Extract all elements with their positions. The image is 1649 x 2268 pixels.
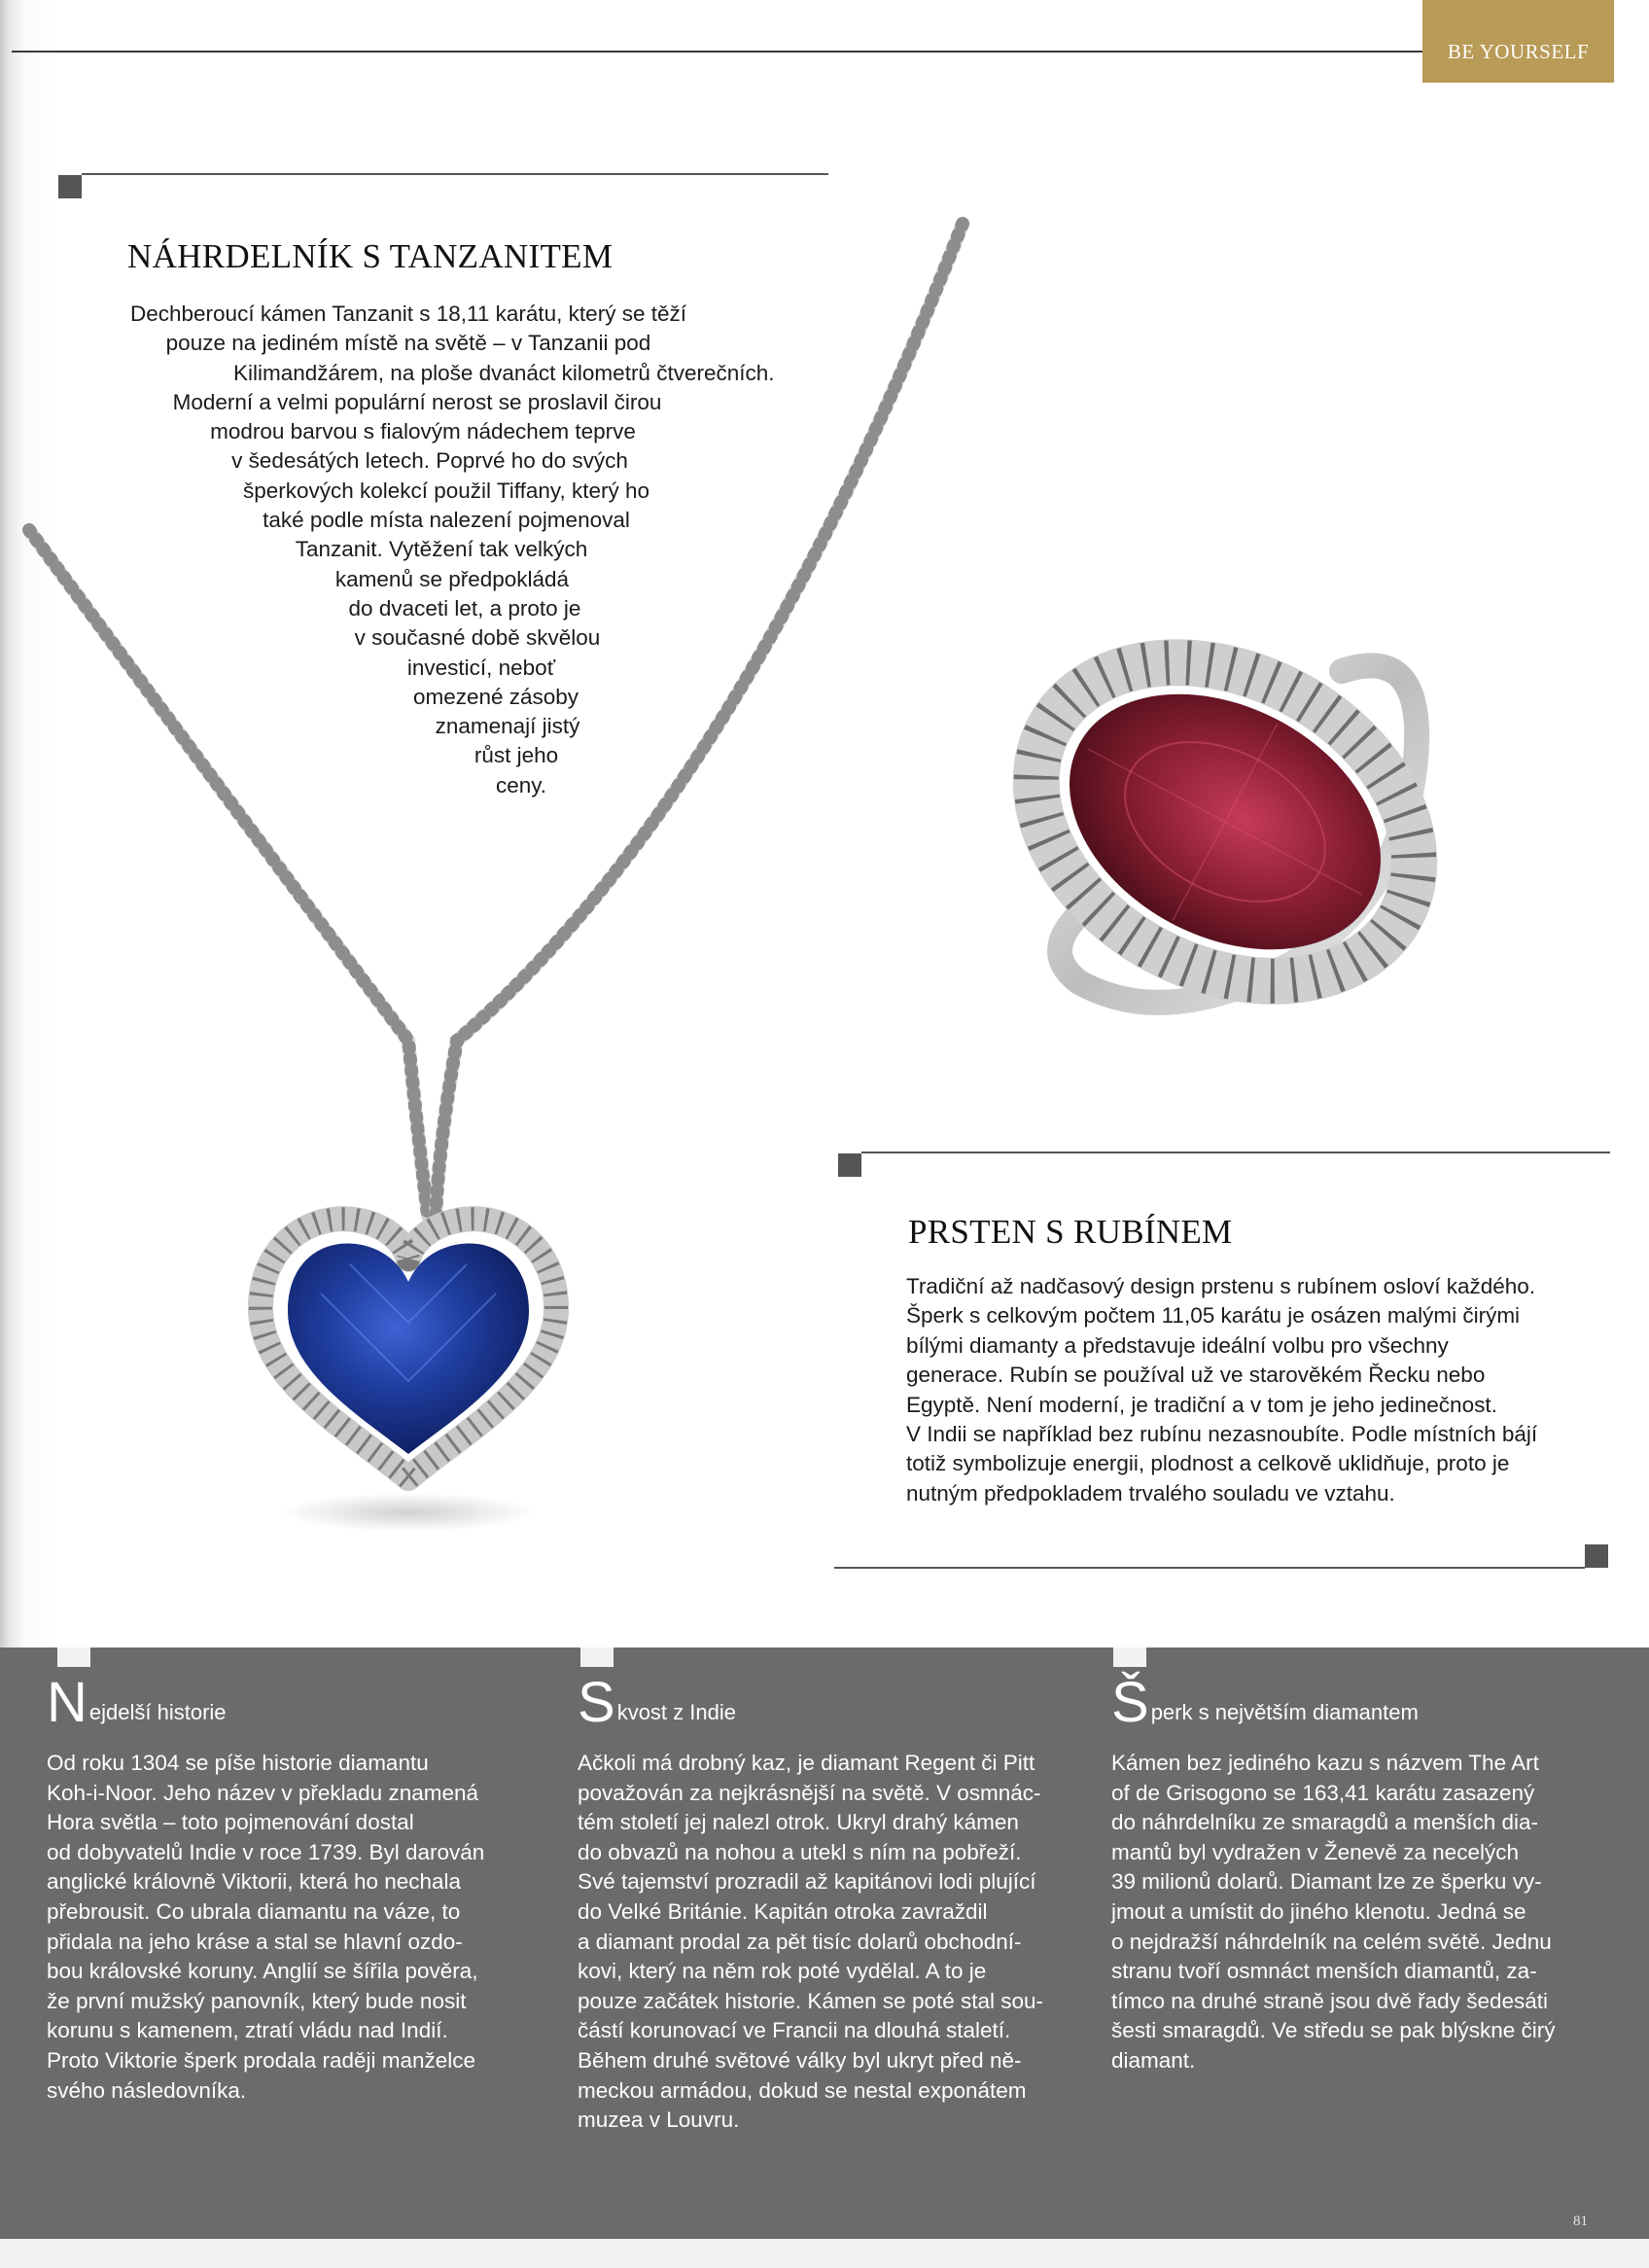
drop-initial: S [578,1671,615,1734]
column-body [578,1749,1043,2136]
column-regent [578,1671,1044,2136]
text-line: částí korunovací ve Francii na dlouhá staletí. [578,2018,1011,2043]
text-line: modrou barvou s fialovým nádechem teprve [210,419,636,444]
text-line: Dechberoucí kámen Tanzanit s 18,11 karátu, který se těží [130,301,686,326]
text-line: omezené zásoby [412,684,579,709]
ring-title: PRSTEN S RUBÍNEM [908,1213,1233,1251]
text-line: růst jeho [474,743,559,768]
text-line: nutným předpokladem trvalého souladu ve vztahu. [906,1480,1395,1506]
text-line: Šperk s celkovým počtem 11,05 karátu je osázen malými čirými [906,1303,1521,1329]
text-line: meckou armádou, dokud se nestal exponátem [578,2077,1027,2103]
section-marker [1585,1544,1608,1568]
section-rule [834,1567,1585,1569]
column-grisogono [1111,1671,1556,2076]
page-number: 81 [1573,2214,1588,2229]
text-line: také podle místa nalezení pojmenoval [263,508,630,533]
section-rule [82,173,828,175]
text-line: považován za nejkrásnější na světě. V osmnác- [578,1780,1041,1805]
text-line: ceny. [495,772,547,797]
text-line: anglické královně Viktorii, která ho nechala [47,1869,462,1895]
column-heading [1111,1671,1555,1735]
bottom-margin [0,2239,1649,2268]
text-line: mantů byl vydražen v Ženevě za necelých [1111,1839,1519,1864]
text-line: od dobyvatelů Indie v roce 1739. Byl darován [47,1839,485,1864]
text-line: Ačkoli má drobný kaz, je diamant Regent či Pitt [578,1751,1035,1775]
section-tag: BE YOURSELF [1422,0,1614,83]
section-marker [838,1153,861,1177]
text-line: bou královské koruny. Anglií se šířila pověra, [47,1959,478,1984]
column-body [47,1749,484,2106]
text-line: stranu tvoří osmnáct menších diamantů, za- [1111,1959,1537,1984]
text-line: znamenají jistý [435,714,580,739]
text-line: Egyptě. Není moderní, je tradiční a v tom je jeho jedinečnost. [906,1392,1497,1417]
text-line: pouze začátek historie. Kámen se poté stal sou- [578,1988,1044,2013]
section-rule [861,1152,1610,1153]
text-line: Moderní a velmi populární nerost se proslavil čirou [172,389,662,414]
ruby-ring [981,599,1470,1044]
text-line: Proto Viktorie šperk prodala raději manželce [47,2047,476,2073]
tanzanite-heart-pendant [261,1219,556,1532]
ring-text [906,1272,1567,1508]
text-line: Koh-i-Noor. Jeho název v překladu znamená [47,1780,479,1805]
band-notch [57,1648,90,1667]
column-subtitle: ejdelší historie [88,1700,227,1724]
text-line: přebrousit. Co ubrala diamantu na váze, to [47,1898,461,1924]
text-line: Tradiční až nadčasový design prstenu s rubínem osloví každého. [906,1274,1536,1298]
text-line: muzea v Louvru. [578,2108,740,2133]
text-line: v současné době skvělou [354,625,601,651]
text-line: tém století jej nalezl otrok. Ukryl drahý kámen [578,1810,1019,1835]
text-line: kovi, který na něm rok poté vydělal. A to je [578,1959,987,1984]
text-line: 39 milionů dolarů. Diamant lze ze šperku vy- [1111,1869,1542,1895]
column-body [1111,1749,1555,2076]
text-line: do náhrdelníku ze smaragdů a menších dia- [1111,1810,1539,1835]
text-line: Kámen bez jediného kazu s názvem The Art [1111,1751,1539,1775]
text-line: šperkových kolekcí použil Tiffany, který ho [242,478,650,503]
column-subtitle: kvost z Indie [616,1700,736,1724]
text-line: Od roku 1304 se píše historie diamantu [47,1751,429,1775]
necklace-text [58,300,775,800]
text-line: přidala na jeho kráse a stal se hlavní ozdo- [47,1929,463,1954]
necklace-title: NÁHRDELNÍK S TANZANITEM [127,237,614,275]
text-line: do obvazů na nohou a utekl s ním na pobřeží. [578,1839,1022,1864]
drop-initial: Š [1111,1671,1149,1734]
text-line: kamenů se předpokládá [334,566,570,591]
text-line: totiž symbolizuje energii, plodnost a celkově uklidňuje, proto je [906,1451,1510,1476]
text-line: bílými diamanty a představuje ideální volbu pro všechny [906,1332,1449,1358]
column-heading [47,1671,484,1735]
text-line: of de Grisogono se 163,41 karátu zasazený [1111,1780,1535,1805]
section-marker [58,175,82,198]
column-koh-i-noor [47,1671,485,2106]
text-line: generace. Rubín se používal už ve starověkém Řecku nebo [906,1363,1486,1388]
text-line: korunu s kamenem, ztratí vládu nad Indií. [47,2018,448,2043]
text-line: Své tajemství prozradil až kapitánovi lodi plující [578,1869,1036,1895]
text-line: Hora světla – toto pojmenování dostal [47,1810,414,1835]
text-line: že první mužský panovník, který bude nosit [47,1988,467,2013]
text-line: pouze na jediném místě na světě – v Tanzanii pod [165,331,651,356]
band-notch [580,1648,614,1667]
text-line: diamant. [1111,2047,1196,2073]
text-line: Kilimandžárem, na ploše dvanáct kilometrů čtverečních. [233,360,775,385]
text-line: šesti smaragdů. Ve středu se pak blýskne čirý [1111,2018,1556,2043]
column-heading [578,1671,1043,1735]
column-subtitle: perk s největším diamantem [1150,1700,1419,1724]
text-line: Během druhé světové války byl ukryt před ně- [578,2047,1022,2073]
text-line: V Indii se například bez rubínu nezasnoubíte. Podle místních bájí [906,1422,1538,1447]
text-line: svého následovníka. [47,2077,247,2103]
text-line: tímco na druhé straně jsou dvě řady šedesáti [1111,1988,1549,2013]
text-line: investicí, neboť [406,655,556,680]
text-line: jmout a umístit do jiného klenotu. Jedná se [1111,1898,1526,1924]
text-line: do Velké Británie. Kapitán otroka zavraždil [578,1898,988,1924]
text-line: Tanzanit. Vytěžení tak velkých [295,537,588,562]
text-line: v šedesátých letech. Poprvé ho do svých [231,448,628,474]
text-line: a diamant prodal za pět tisíc dolarů obchodní- [578,1929,1022,1954]
text-line: o nejdražší náhrdelník na celém světě. Jednu [1111,1929,1552,1954]
drop-initial: N [47,1671,88,1734]
band-notch [1113,1648,1146,1667]
text-line: do dvaceti let, a proto je [348,595,581,620]
